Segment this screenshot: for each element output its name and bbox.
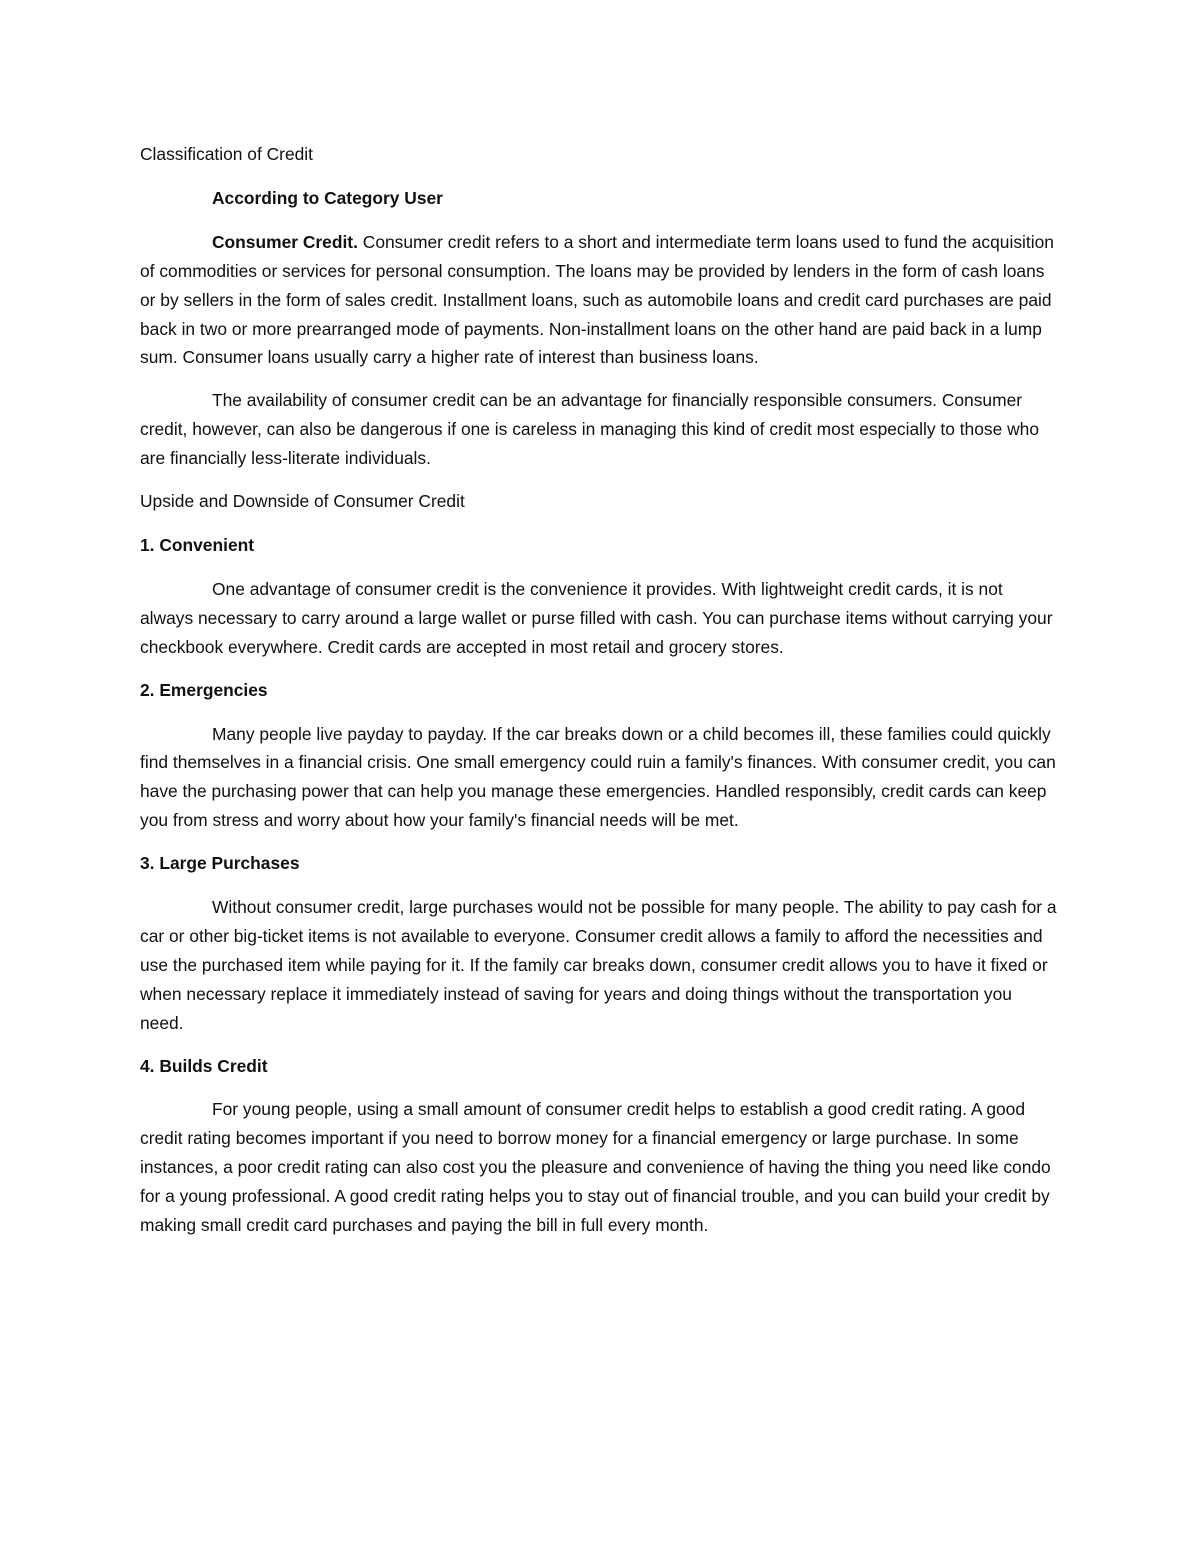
item-text-builds-credit: For young people, using a small amount of consumer credit helps to establish a good credit rating. A good credit rating becomes important if you need to borrow money for a financial emergency or large purchase. In some instances, a poor credit rating can also cost you the pleasure and convenience of having the thing you need like condo for a young professional. A good credit rating helps you to stay out of financial trouble, and you can build your credit by making small credit card purchases and paying the bill in full every month. [140, 1099, 1051, 1236]
section-title: Upside and Downside of Consumer Credit [140, 491, 465, 512]
consumer-credit-body: Consumer credit refers to a short and intermediate term loans used to fund the acquisition of commodities or services for personal consumption. The loans may be provided by lenders in the form of cash loans or by sellers in the form of sales credit. Installment loans, such as automobile loans and credit card purchases are paid back in two or more prearranged mode of payments. Non-installment loans on the other hand are paid back in a lump sum. Consumer loans usually carry a higher rate of interest than business loans. [140, 231, 1054, 368]
consumer-credit-lead: Consumer Credit. [212, 231, 358, 252]
item-heading-emergencies: 2. Emergencies [140, 679, 268, 700]
document-title: Classification of Credit [140, 144, 314, 164]
availability-paragraph: The availability of consumer credit can be an advantage for financially responsible consumers. Consumer credit, however, can also be dangerous if one is careless in managing this kind of credit most especially to those who are financially less-literate individuals. [140, 390, 1040, 469]
document-body [140, 140, 1060, 1254]
item-heading-large-purchases: 3. Large Purchases [140, 853, 300, 874]
item-heading-builds-credit: 4. Builds Credit [140, 1055, 268, 1076]
consumer-credit-paragraph [140, 228, 1060, 373]
item-text-convenient: One advantage of consumer credit is the convenience it provides. With lightweight credit cards, it is not always necessary to carry around a large wallet or purse filled with cash. You can purchase items without carrying your checkbook everywhere. Credit cards are accepted in most retail and grocery stores. [140, 578, 1053, 657]
category-subheading: According to Category User [212, 187, 443, 208]
item-text-large-purchases: Without consumer credit, large purchases would not be possible for many people. The ability to pay cash for a car or other big-ticket items is not available to everyone. Consumer credit allows a family to afford the necessities and use the purchased item while paying for it. If the family car breaks down, consumer credit allows you to have it fixed or when necessary replace it immediately instead of saving for years and doing things without the transportation you need. [140, 897, 1057, 1033]
item-heading-convenient: 1. Convenient [140, 534, 255, 555]
item-text-emergencies: Many people live payday to payday. If the car breaks down or a child becomes ill, these families could quickly find themselves in a financial crisis. One small emergency could ruin a family's finances. With consumer credit, you can have the purchasing power that can help you manage these emergencies. Handled responsibly, credit cards can keep you from stress and worry about how your family's financial needs will be met. [140, 723, 1056, 831]
